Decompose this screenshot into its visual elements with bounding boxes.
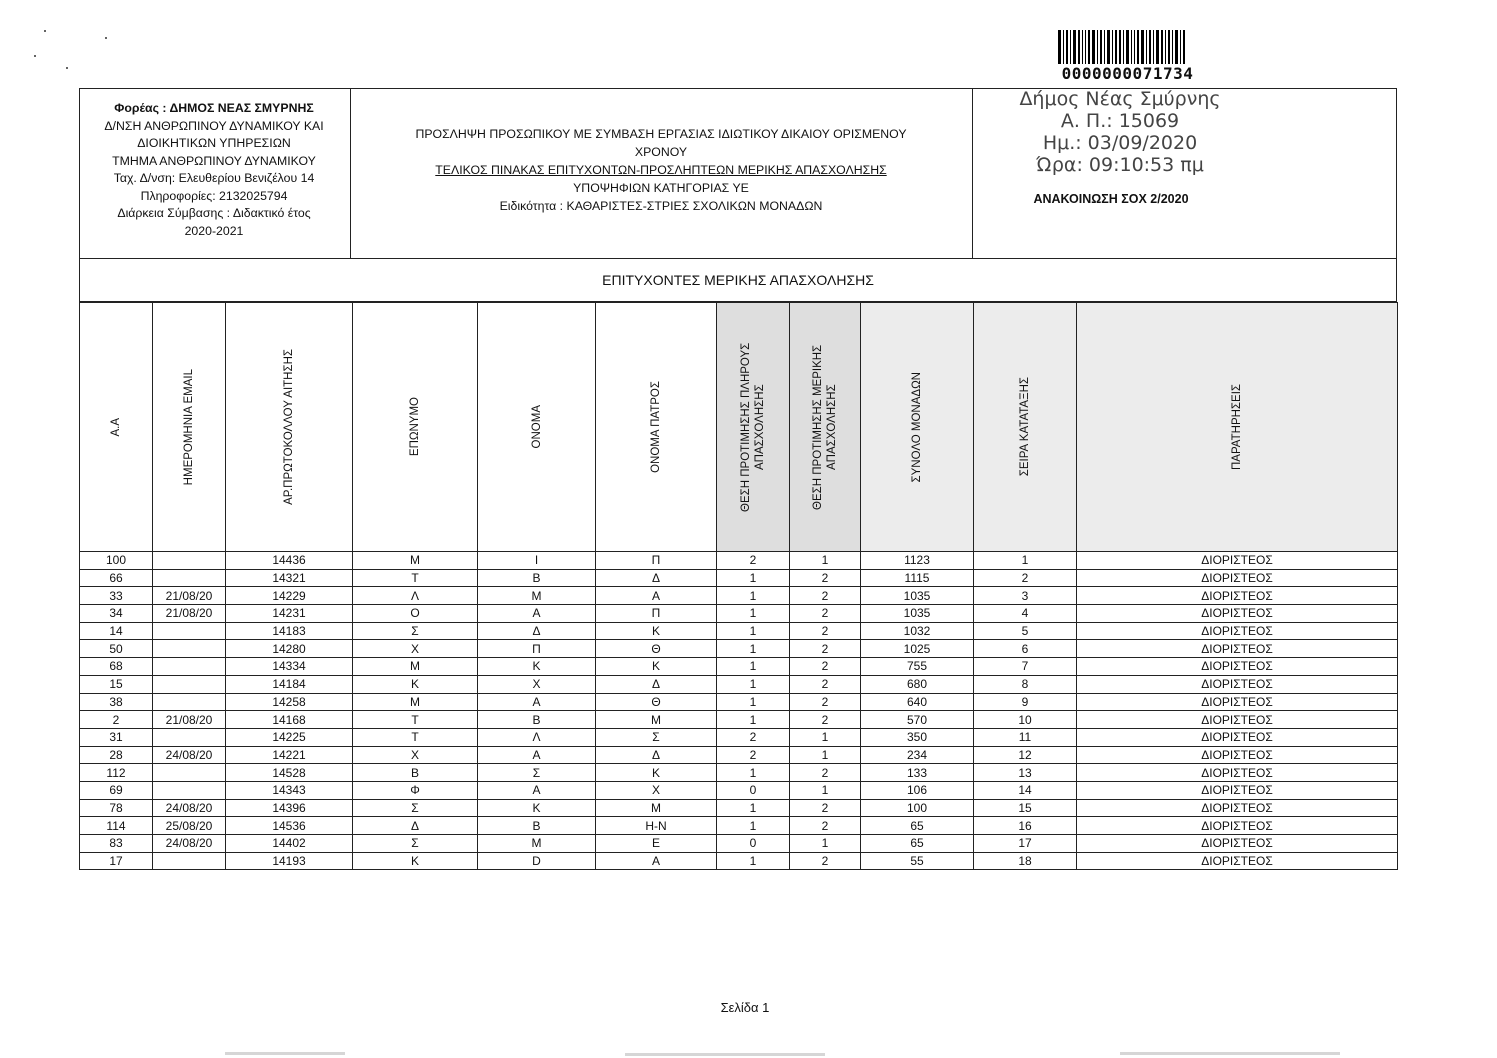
table-cell: 2 [974,569,1077,587]
table-cell: Δ [596,675,717,693]
table-cell: Σ [353,835,478,853]
table-cell: Χ [353,746,478,764]
scan-speck [44,30,46,32]
table-cell: Η-Ν [596,817,717,835]
table-cell: Θ [596,693,717,711]
table-cell: Σ [478,764,596,782]
table-cell [153,675,226,693]
table-cell: 1 [790,746,861,764]
table-row [80,711,1398,729]
table-cell: ΔΙΟΡΙΣΤΕΟΣ [1077,781,1398,799]
table-cell: Δ [353,817,478,835]
table-cell: 1 [790,728,861,746]
table-cell: Ι [478,552,596,570]
organization-department: ΤΜΗΜΑ ΑΝΘΡΩΠΙΝΟΥ ΔΥΝΑΜΙΚΟΥ [112,153,316,168]
table-cell: 2 [790,587,861,605]
table-cell: Θ [596,640,717,658]
table-cell: Χ [478,675,596,693]
table-cell [153,622,226,640]
table-cell: 14184 [226,675,353,693]
table-row [80,799,1398,817]
table-cell: Π [478,640,596,658]
table-cell: 5 [974,622,1077,640]
column-header: ΣΥΝΟΛΟ ΜΟΝΑΔΩΝ [861,303,974,552]
table-cell: Κ [478,799,596,817]
table-cell: Α [478,781,596,799]
table-cell: 14183 [226,622,353,640]
table-cell: 14321 [226,569,353,587]
table-cell: 14258 [226,693,353,711]
table-cell: ΔΙΟΡΙΣΤΕΟΣ [1077,728,1398,746]
organization-directorate: Δ/ΝΣΗ ΑΝΘΡΩΠΙΝΟΥ ΔΥΝΑΜΙΚΟΥ ΚΑΙ [104,118,324,133]
table-cell: 680 [861,675,974,693]
table-cell: Φ [353,781,478,799]
table-cell: Χ [353,640,478,658]
column-header: ΑΡ.ΠΡΩΤΟΚΟΛΛΟΥ ΑΙΤΗΣΗΣ [226,303,353,552]
table-cell: 17 [80,852,153,870]
organization-block [79,100,349,240]
header-divider [350,88,351,258]
table-cell: 1 [717,640,790,658]
table-cell: Κ [478,658,596,676]
stamp-protocol-number: Α. Π.: 15069 [1060,110,1180,132]
table-cell: Μ [353,658,478,676]
organization-phone: Πληροφορίες: 2132025794 [140,188,288,203]
table-cell: 114 [80,817,153,835]
table-cell: 1 [790,552,861,570]
table-cell: D [478,852,596,870]
table-cell: 31 [80,728,153,746]
column-header: ΣΕΙΡΑ ΚΑΤΑΤΑΞΗΣ [974,303,1077,552]
table-cell: ΔΙΟΡΙΣΤΕΟΣ [1077,693,1398,711]
table-cell [153,658,226,676]
table-cell: Β [353,764,478,782]
table-cell: 21/08/20 [153,605,226,623]
table-cell: 1 [717,658,790,676]
scan-speck [66,67,68,69]
table-cell: Μ [478,587,596,605]
table-cell: Α [596,852,717,870]
table-cell: 350 [861,728,974,746]
table-cell: 12 [974,746,1077,764]
table-cell: 13 [974,764,1077,782]
table-cell: 1025 [861,640,974,658]
table-cell: 2 [790,605,861,623]
table-cell: Μ [478,835,596,853]
table-cell [153,569,226,587]
table-row [80,552,1398,570]
table-cell: 14334 [226,658,353,676]
table-cell: 14436 [226,552,353,570]
title-specialty: Ειδικότητα : ΚΑΘΑΡΙΣΤΕΣ-ΣΤΡΙΕΣ ΣΧΟΛΙΚΩΝ ΜΟΝΑΔΩΝ [499,199,823,213]
table-cell: 24/08/20 [153,746,226,764]
table-cell: 1 [717,605,790,623]
barcode [1058,30,1193,64]
table-cell: 17 [974,835,1077,853]
table-cell: 2 [790,764,861,782]
table-cell: 21/08/20 [153,587,226,605]
table-row [80,728,1398,746]
table-cell: 2 [790,658,861,676]
title-main: ΤΕΛΙΚΟΣ ΠΙΝΑΚΑΣ ΕΠΙΤΥΧΟΝΤΩΝ-ΠΡΟΣΛΗΠΤΕΩΝ ΜΕΡΙΚΗΣ ΑΠΑΣΧΟΛΗΣΗΣ [435,163,887,177]
table-cell: 14528 [226,764,353,782]
table-cell: Λ [353,587,478,605]
table-cell [153,640,226,658]
table-cell: 50 [80,640,153,658]
table-row [80,640,1398,658]
table-cell: 2 [717,728,790,746]
results-table [79,302,1398,870]
table-cell [153,764,226,782]
table-cell: 2 [790,711,861,729]
table-cell: 1 [717,622,790,640]
table-cell: Τ [353,728,478,746]
table-cell: 18 [974,852,1077,870]
table-cell: ΔΙΟΡΙΣΤΕΟΣ [1077,640,1398,658]
table-cell: 6 [974,640,1077,658]
contract-duration-label: Διάρκεια Σύμβασης : Διδακτικό έτος [117,206,311,220]
table-row [80,817,1398,835]
table-cell: 2 [80,711,153,729]
organization-address: Ταχ. Δ/νση: Ελευθερίου Βενιζέλου 14 [113,171,315,185]
table-cell: ΔΙΟΡΙΣΤΕΟΣ [1077,746,1398,764]
table-cell: 3 [974,587,1077,605]
table-cell: 1 [717,764,790,782]
organization-services: ΔΙΟΙΚΗΤΙΚΩΝ ΥΠΗΡΕΣΙΩΝ [137,136,291,150]
table-cell: Δ [478,622,596,640]
table-cell: 15 [974,799,1077,817]
column-header: ΗΜΕΡΟΜΗΝΙΑ EMAIL [153,303,226,552]
table-row [80,835,1398,853]
table-cell: Κ [353,852,478,870]
table-cell: 68 [80,658,153,676]
table-cell: Μ [353,693,478,711]
table-cell [153,728,226,746]
table-cell: 133 [861,764,974,782]
column-header: ΘΕΣΗ ΠΡΟΤΙΜΗΣΗΣ ΜΕΡΙΚΗΣ ΑΠΑΣΧΟΛΗΣΗΣ [790,303,861,552]
table-cell: 1 [717,569,790,587]
table-cell: 2 [717,552,790,570]
table-cell: 0 [717,781,790,799]
table-cell: 1 [790,781,861,799]
table-cell: Λ [478,728,596,746]
table-cell: Κ [596,658,717,676]
table-cell: Α [478,693,596,711]
table-cell: Π [596,605,717,623]
table-cell: 1 [717,587,790,605]
table-cell: 14 [974,781,1077,799]
contract-duration-value: 2020-2021 [184,223,244,238]
barcode-number: 0000000071734 [1061,64,1194,83]
table-cell: 112 [80,764,153,782]
table-row [80,781,1398,799]
table-cell: 14229 [226,587,353,605]
column-header: Α.Α [80,303,153,552]
table-body [80,552,1398,870]
table-cell: Δ [596,569,717,587]
table-cell: 2 [790,693,861,711]
table-cell: 14168 [226,711,353,729]
table-cell: 2 [790,569,861,587]
table-cell: Α [478,605,596,623]
column-header: ΠΑΡΑΤΗΡΗΣΕΙΣ [1077,303,1398,552]
table-header-row [80,303,1398,552]
table-cell: 2 [790,852,861,870]
table-cell: Τ [353,569,478,587]
table-cell: 1 [717,852,790,870]
table-cell: ΔΙΟΡΙΣΤΕΟΣ [1077,799,1398,817]
table-cell: 28 [80,746,153,764]
table-cell: ΔΙΟΡΙΣΤΕΟΣ [1077,587,1398,605]
table-cell: Π [596,552,717,570]
title-line: ΠΡΟΣΛΗΨΗ ΠΡΟΣΩΠΙΚΟΥ ΜΕ ΣΥΜΒΑΣΗ ΕΡΓΑΣΙΑΣ ΙΔΙΩΤΙΚΟΥ ΔΙΚΑΙΟΥ ΟΡΙΣΜΕΝΟΥ [415,127,907,141]
table-row [80,587,1398,605]
table-cell: 14280 [226,640,353,658]
table-cell: 14221 [226,746,353,764]
page-number: Σελίδα 1 [720,1000,770,1015]
table-cell: 1123 [861,552,974,570]
table-row [80,693,1398,711]
table-cell [153,781,226,799]
table-cell: 8 [974,675,1077,693]
column-header: ΘΕΣΗ ΠΡΟΤΙΜΗΣΗΣ ΠΛΗΡΟΥΣ ΑΠΑΣΧΟΛΗΣΗΣ [717,303,790,552]
announcement-code: ΑΝΑΚΟΙΝΩΣΗ ΣΟΧ 2/2020 [1033,192,1189,206]
table-cell: 2 [790,622,861,640]
table-cell: 7 [974,658,1077,676]
table-cell: 33 [80,587,153,605]
table-cell: Α [478,746,596,764]
table-cell: 1 [717,817,790,835]
table-cell: Κ [596,764,717,782]
table-cell: ΔΙΟΡΙΣΤΕΟΣ [1077,658,1398,676]
table-cell: 0 [717,835,790,853]
table-cell: Μ [596,711,717,729]
table-cell: 1 [717,799,790,817]
scan-smudge [225,1052,345,1055]
table-row [80,852,1398,870]
scan-smudge [625,1053,825,1056]
table-cell: Α [596,587,717,605]
table-row [80,658,1398,676]
stamp-municipality: Δήμος Νέας Σμύρνης [1019,88,1221,110]
organization-name: Φορέας : ΔΗΜΟΣ ΝΕΑΣ ΣΜΥΡΝΗΣ [114,101,314,115]
table-cell: Μ [596,799,717,817]
table-cell: 38 [80,693,153,711]
table-cell: ΔΙΟΡΙΣΤΕΟΣ [1077,605,1398,623]
table-cell: 21/08/20 [153,711,226,729]
table-cell: ΔΙΟΡΙΣΤΕΟΣ [1077,711,1398,729]
table-cell: 1 [717,693,790,711]
scan-smudge [1120,1052,1340,1055]
document-title [352,125,970,215]
table-cell: 2 [717,746,790,764]
table-cell: 755 [861,658,974,676]
table-cell: 14402 [226,835,353,853]
table-cell: 2 [790,640,861,658]
table-cell: Β [478,711,596,729]
table-cell: 1035 [861,605,974,623]
table-cell: 25/08/20 [153,817,226,835]
table-cell: Κ [596,622,717,640]
table-cell: 55 [861,852,974,870]
table-cell: 66 [80,569,153,587]
column-header: ΕΠΩΝΥΜΟ [353,303,478,552]
table-cell: ΔΙΟΡΙΣΤΕΟΣ [1077,835,1398,853]
table-cell: Δ [596,746,717,764]
table-cell: 14396 [226,799,353,817]
table-cell: 14536 [226,817,353,835]
table-cell: Κ [353,675,478,693]
table-cell: 234 [861,746,974,764]
table-cell [153,852,226,870]
table-cell: ΔΙΟΡΙΣΤΕΟΣ [1077,852,1398,870]
table-row [80,746,1398,764]
table-cell: 14343 [226,781,353,799]
table-cell: Β [478,817,596,835]
table-cell [153,693,226,711]
table-cell: 24/08/20 [153,835,226,853]
scan-speck [34,55,36,57]
table-cell: 65 [861,835,974,853]
table-cell: 11 [974,728,1077,746]
table-cell: 10 [974,711,1077,729]
table-row [80,605,1398,623]
table-cell: Σ [353,799,478,817]
table-cell: 2 [790,675,861,693]
title-category: ΥΠΟΨΗΦΙΩΝ ΚΑΤΗΓΟΡΙΑΣ ΥΕ [573,181,749,195]
header-divider [972,88,973,258]
column-header: ΟΝΟΜΑ ΠΑΤΡΟΣ [596,303,717,552]
table-cell: 9 [974,693,1077,711]
table-cell: 24/08/20 [153,799,226,817]
table-cell: 14231 [226,605,353,623]
table-cell: Ο [353,605,478,623]
table-cell: 83 [80,835,153,853]
table-cell: ΔΙΟΡΙΣΤΕΟΣ [1077,569,1398,587]
section-title: ΕΠΙΤΥΧΟΝΤΕΣ ΜΕΡΙΚΗΣ ΑΠΑΣΧΟΛΗΣΗΣ [79,258,1397,302]
table-cell: 78 [80,799,153,817]
table-row [80,675,1398,693]
table-cell: 69 [80,781,153,799]
table-cell: 1035 [861,587,974,605]
table-cell: 4 [974,605,1077,623]
table-cell: 1 [974,552,1077,570]
table-cell: Τ [353,711,478,729]
table-cell: 14225 [226,728,353,746]
table-cell: 1115 [861,569,974,587]
table-row [80,622,1398,640]
title-line: ΧΡΟΝΟΥ [634,145,688,159]
table-cell: 640 [861,693,974,711]
table-cell: ΔΙΟΡΙΣΤΕΟΣ [1077,622,1398,640]
table-cell: ΔΙΟΡΙΣΤΕΟΣ [1077,675,1398,693]
table-row [80,764,1398,782]
table-cell: Σ [596,728,717,746]
table-cell: 65 [861,817,974,835]
table-cell: 100 [861,799,974,817]
stamp-date: Ημ.: 03/09/2020 [1042,132,1198,154]
table-cell: ΔΙΟΡΙΣΤΕΟΣ [1077,817,1398,835]
table-cell: Β [478,569,596,587]
table-cell [153,552,226,570]
table-cell: Ε [596,835,717,853]
table-cell: 100 [80,552,153,570]
table-cell: 1 [717,711,790,729]
table-cell: 14193 [226,852,353,870]
table-cell: 2 [790,817,861,835]
table-cell: 14 [80,622,153,640]
table-cell: ΔΙΟΡΙΣΤΕΟΣ [1077,764,1398,782]
table-cell: ΔΙΟΡΙΣΤΕΟΣ [1077,552,1398,570]
scan-speck [105,37,107,39]
table-cell: 570 [861,711,974,729]
table-cell: 34 [80,605,153,623]
table-cell: Χ [596,781,717,799]
table-cell: 106 [861,781,974,799]
table-cell: 16 [974,817,1077,835]
table-cell: Σ [353,622,478,640]
table-cell: 1 [790,835,861,853]
column-header: ΟΝΟΜΑ [478,303,596,552]
table-cell: 1032 [861,622,974,640]
table-row [80,569,1398,587]
table-cell: 2 [790,799,861,817]
table-cell: 1 [717,675,790,693]
stamp-time: Ώρα: 09:10:53 πμ [1036,154,1204,176]
table-cell: Μ [353,552,478,570]
table-cell: 15 [80,675,153,693]
